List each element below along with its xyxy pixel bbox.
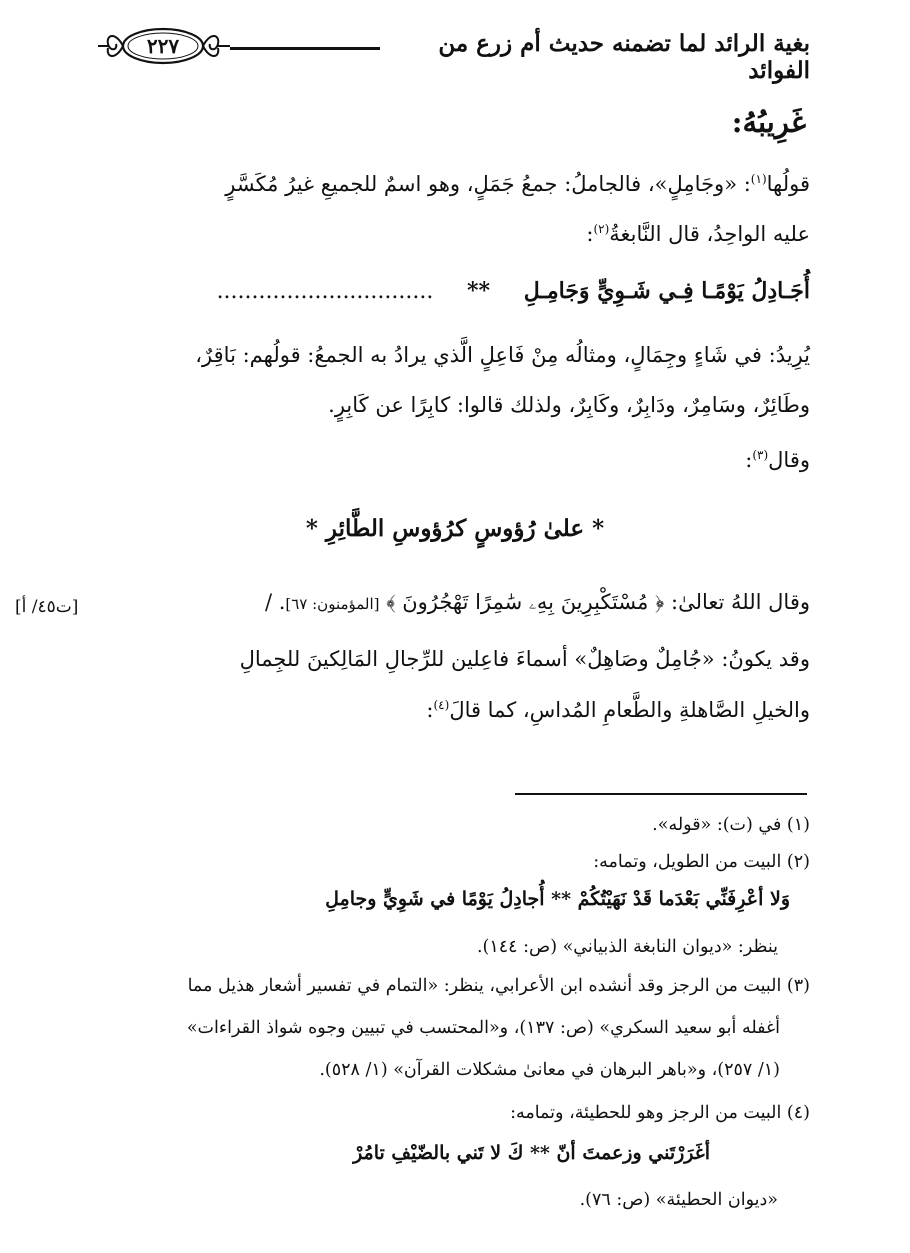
- verse-line-2: * علىٰ رُؤوسٍ كرُؤوسِ الطَّائِرِ *: [305, 515, 605, 542]
- body-line-6: [265, 590, 810, 615]
- footnote-ref-1: (١): [750, 172, 767, 186]
- body-text: :: [426, 698, 434, 722]
- body-text: : «وجَامِلٍ»، فالجاملُ: جمعُ جَمَلٍ، وهو اسمٌ للجميعِ غيرُ مُكَسَّرٍ: [225, 172, 751, 196]
- footnote-4-intro: (٤) البيت من الرجز وهو للحطيئة، وتمامه:: [510, 1103, 810, 1123]
- body-text: :: [586, 222, 594, 246]
- footnote-3-line-2: أغفله أبو سعيد السكري» (ص: ١٣٧)، و«المحتسب في تبيين وجوه شواذ القراءات»: [186, 1018, 780, 1038]
- body-text: قولُها: [766, 172, 810, 196]
- footnote-1: (١) في (ت): «قوله».: [652, 815, 810, 835]
- manuscript-folio-marker: [ت٤٥/ أ]: [15, 597, 79, 617]
- footnote-4-verse: أغَرَرْتَني وزعمتَ أنّ ** كَ لا تَني بالضّيْفِ تامُرْ: [353, 1142, 710, 1164]
- header-rule: [230, 47, 380, 50]
- body-text: :: [745, 448, 753, 472]
- footnote-separator: [515, 793, 807, 795]
- footnote-ref-2: (٢): [593, 222, 610, 236]
- verse-separator: **: [467, 278, 491, 304]
- quran-quote: وقال اللهُ تعالىٰ: ﴿ مُسْتَكْبِرِينَ بِهِۦ سَٰمِرًا تَهْجُرُونَ ﴾: [386, 590, 810, 614]
- body-text: عليه الواحِدُ، قال النَّابغةُ: [609, 222, 810, 246]
- footnote-ref-4: (٤): [433, 698, 450, 712]
- body-line-8: [426, 698, 810, 722]
- body-line-3: يُرِيدُ: في شَاءٍ وجِمَالٍ، ومثالُه مِنْ فَاعِلٍ الَّذي يرادُ به الجمعُ: قولُهم: بَاقِرٌ،: [195, 343, 810, 367]
- body-line-2: [586, 222, 810, 246]
- quran-reference: [المؤمنون: ٦٧]: [285, 595, 380, 613]
- footnote-2-verse: وَلا أعْرِفَنِّي بَعْدَما قَدْ نَهَيْتُكُمْ ** أُجادِلُ يَوْمًا في شَوِيٍّ وجامِلِ: [325, 888, 790, 910]
- running-header-title: بغية الرائد لما تضمنه حديث أم زرع من الفوائد: [438, 30, 810, 84]
- footnote-ref-3: (٣): [752, 448, 769, 462]
- footnote-3-line-1: (٣) البيت من الرجز وقد أنشده ابن الأعرابي، ينظر: «التمام في تفسير أشعار هذيل مما: [187, 976, 810, 996]
- footnote-2-source: ينظر: «ديوان النابغة الذبياني» (ص: ١٤٤).: [476, 937, 778, 957]
- body-text: . /: [264, 590, 286, 614]
- body-line-5: [745, 448, 810, 472]
- verse-hemistich-left: ...............................: [216, 279, 434, 304]
- footnote-4-source: «ديوان الحطيئة» (ص: ٧٦).: [579, 1190, 778, 1210]
- verse-hemistich-right: أُجَـادِلُ يَوْمًـا فِـي شَـوِيٍّ وَجَامِـلِ: [523, 278, 810, 304]
- section-title: غَرِيبُهُ:: [731, 105, 806, 139]
- page-number: ٢٢٧: [146, 34, 180, 58]
- verse-line-1: [100, 278, 810, 304]
- footnote-3-line-3: (١/ ٢٥٧)، و«باهر البرهان في معانىٰ مشكلات القرآن» (١/ ٥٢٨).: [319, 1060, 780, 1080]
- footnote-2-intro: (٢) البيت من الطويل، وتمامه:: [593, 852, 810, 872]
- body-line-1: [225, 172, 810, 196]
- body-text: والخيلِ الصَّاهلةِ والطَّعامِ المُداسِ، كما قالَ: [449, 698, 810, 722]
- body-line-4: وطَائِرٌ، وسَامِرٌ، ودَابِرٌ، وكَابِرٌ، ولذلك قالوا: كابِرًا عن كَابِرٍ.: [328, 393, 810, 417]
- body-text: وقال: [768, 448, 810, 472]
- body-line-7: وقد يكونُ: «جُامِلٌ وصَاهِلٌ» أسماءَ فاعِلين للرِّجالِ المَالِكينَ للجِمالِ: [239, 647, 810, 671]
